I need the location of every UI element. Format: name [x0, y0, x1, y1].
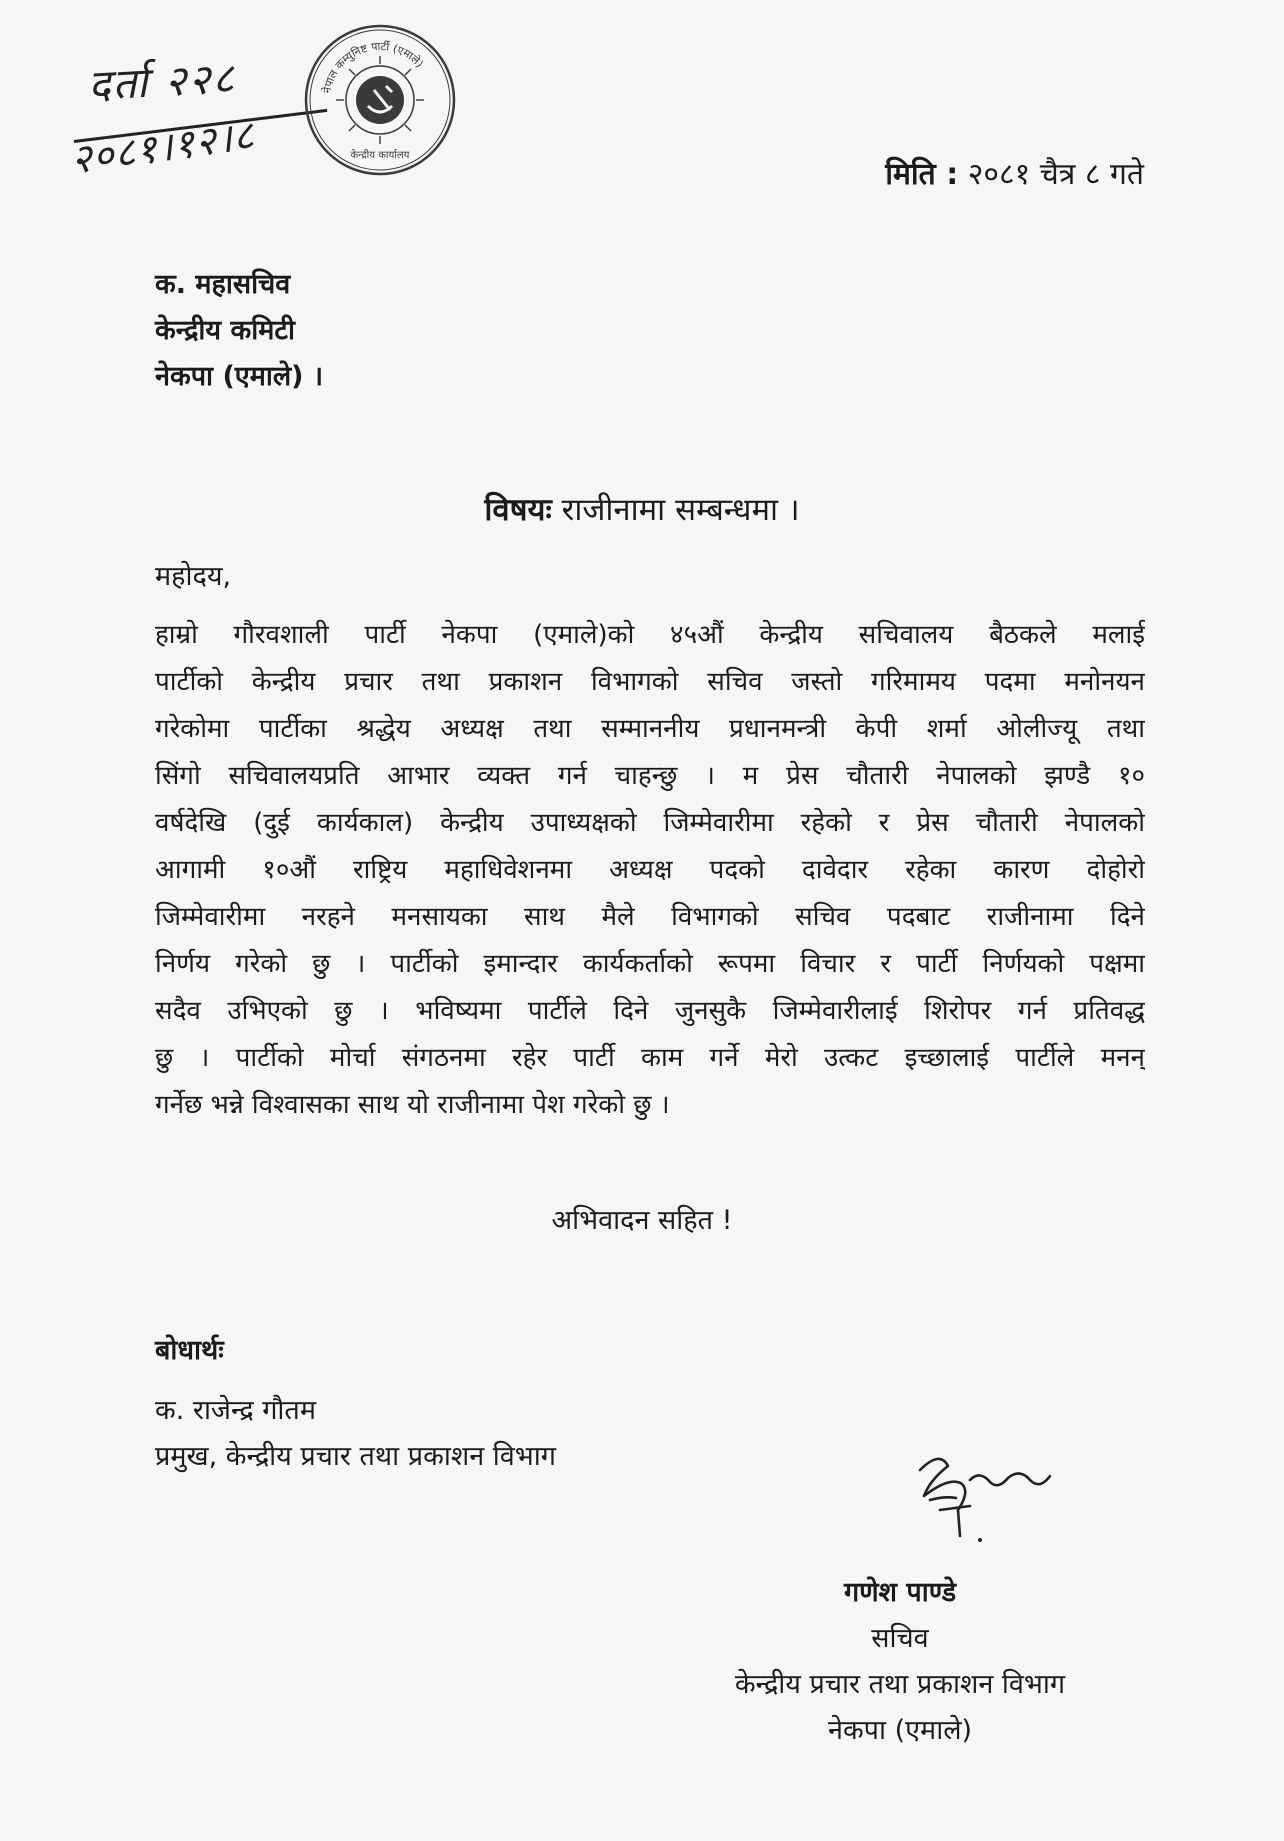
date-label: मिति : [885, 157, 959, 192]
party-seal-stamp [300, 20, 460, 180]
cc-heading: बोधार्थः [155, 1335, 224, 1366]
body-line: निर्णय गरेको छु । पार्टीको इमान्दार कार्यकर्ताको रूपमा विचार र पार्टी निर्णयको पक्षमा [155, 949, 1145, 979]
body-line: जिम्मेवारीमा नरहने मनसायका साथ मैले विभागको सचिव पदबाट राजीनामा दिने [155, 902, 1145, 932]
body-line: आगामी १०औं राष्ट्रिय महाधिवेशनमा अध्यक्ष पदको दावेदार रहेका कारण दोहोरो [155, 855, 1145, 885]
register-note-number: दर्ता २२८ [86, 53, 238, 110]
letter-body [155, 612, 1145, 1129]
signer-title: सचिव [871, 1623, 929, 1654]
signer-name: गणेश पाण्डे [843, 1577, 957, 1608]
body-line: गर्नेछ भन्ने विश्वासका साथ यो राजीनामा पेश गरेको छु । [155, 1090, 670, 1120]
body-line: सदैव उभिएको छु । भविष्यमा पार्टीले दिने जुनसुकै जिम्मेवारीलाई शिरोपर गर्न प्रतिवद्ध [155, 996, 1145, 1026]
body-line: पार्टीको केन्द्रीय प्रचार तथा प्रकाशन विभागको सचिव जस्तो गरिमामय पदमा मनोनयन [155, 667, 1145, 697]
register-note-date: २०८१।१२।८ [68, 112, 258, 184]
closing-greeting: अभिवादन सहित ! [551, 1205, 733, 1236]
body-line: छु । पार्टीको मोर्चा संगठनमा रहेर पार्टी काम गर्ने मेरो उत्कट इच्छालाई पार्टीले मनन् [155, 1043, 1145, 1073]
handwritten-signature [900, 1440, 1070, 1550]
cc-title: प्रमुख, केन्द्रीय प्रचार तथा प्रकाशन विभाग [155, 1441, 556, 1472]
cc-block [155, 1388, 556, 1480]
date-value: २०८१ चैत्र ८ गते [967, 157, 1144, 192]
body-line: हाम्रो गौरवशाली पार्टी नेकपा (एमाले)को ४५औं केन्द्रीय सचिवालय बैठकले मलाई [155, 620, 1145, 650]
addressee-line: नेकपा (एमाले) । [155, 361, 324, 392]
addressee-block [155, 262, 323, 400]
signer-department: केन्द्रीय प्रचार तथा प्रकाशन विभाग [734, 1669, 1066, 1700]
subject-text: राजीनामा सम्बन्धमा । [561, 492, 800, 528]
svg-text:केन्द्रीय कार्यालय: केन्द्रीय कार्यालय [350, 150, 410, 161]
cc-name: क. राजेन्द्र गौतम [155, 1395, 316, 1426]
body-line: गरेकोमा पार्टीका श्रद्धेय अध्यक्ष तथा सम्माननीय प्रधानमन्त्री केपी शर्मा ओलीज्यू तथा [155, 714, 1145, 744]
addressee-line: क. महासचिव [155, 269, 291, 300]
signer-block [690, 1570, 1110, 1754]
subject-line [0, 488, 1284, 530]
letter-date [885, 152, 1144, 193]
signer-party: नेकपा (एमाले) [827, 1715, 973, 1746]
body-line: वर्षदेखि (दुई कार्यकाल) केन्द्रीय उपाध्यक्षको जिम्मेवारीमा रहेको र प्रेस चौतारी नेपालको [155, 808, 1145, 838]
svg-text:नेपाल कम्युनिष्ट पार्टी (एमाले: नेपाल कम्युनिष्ट पार्टी (एमाले) [320, 39, 427, 95]
addressee-line: केन्द्रीय कमिटी [155, 315, 295, 346]
salutation: महोदय, [155, 561, 232, 592]
subject-label: विषयः [484, 492, 552, 528]
body-line: सिंगो सचिवालयप्रति आभार व्यक्त गर्न चाहन्छु । म प्रेस चौतारी नेपालको झण्डै १० [155, 761, 1145, 791]
